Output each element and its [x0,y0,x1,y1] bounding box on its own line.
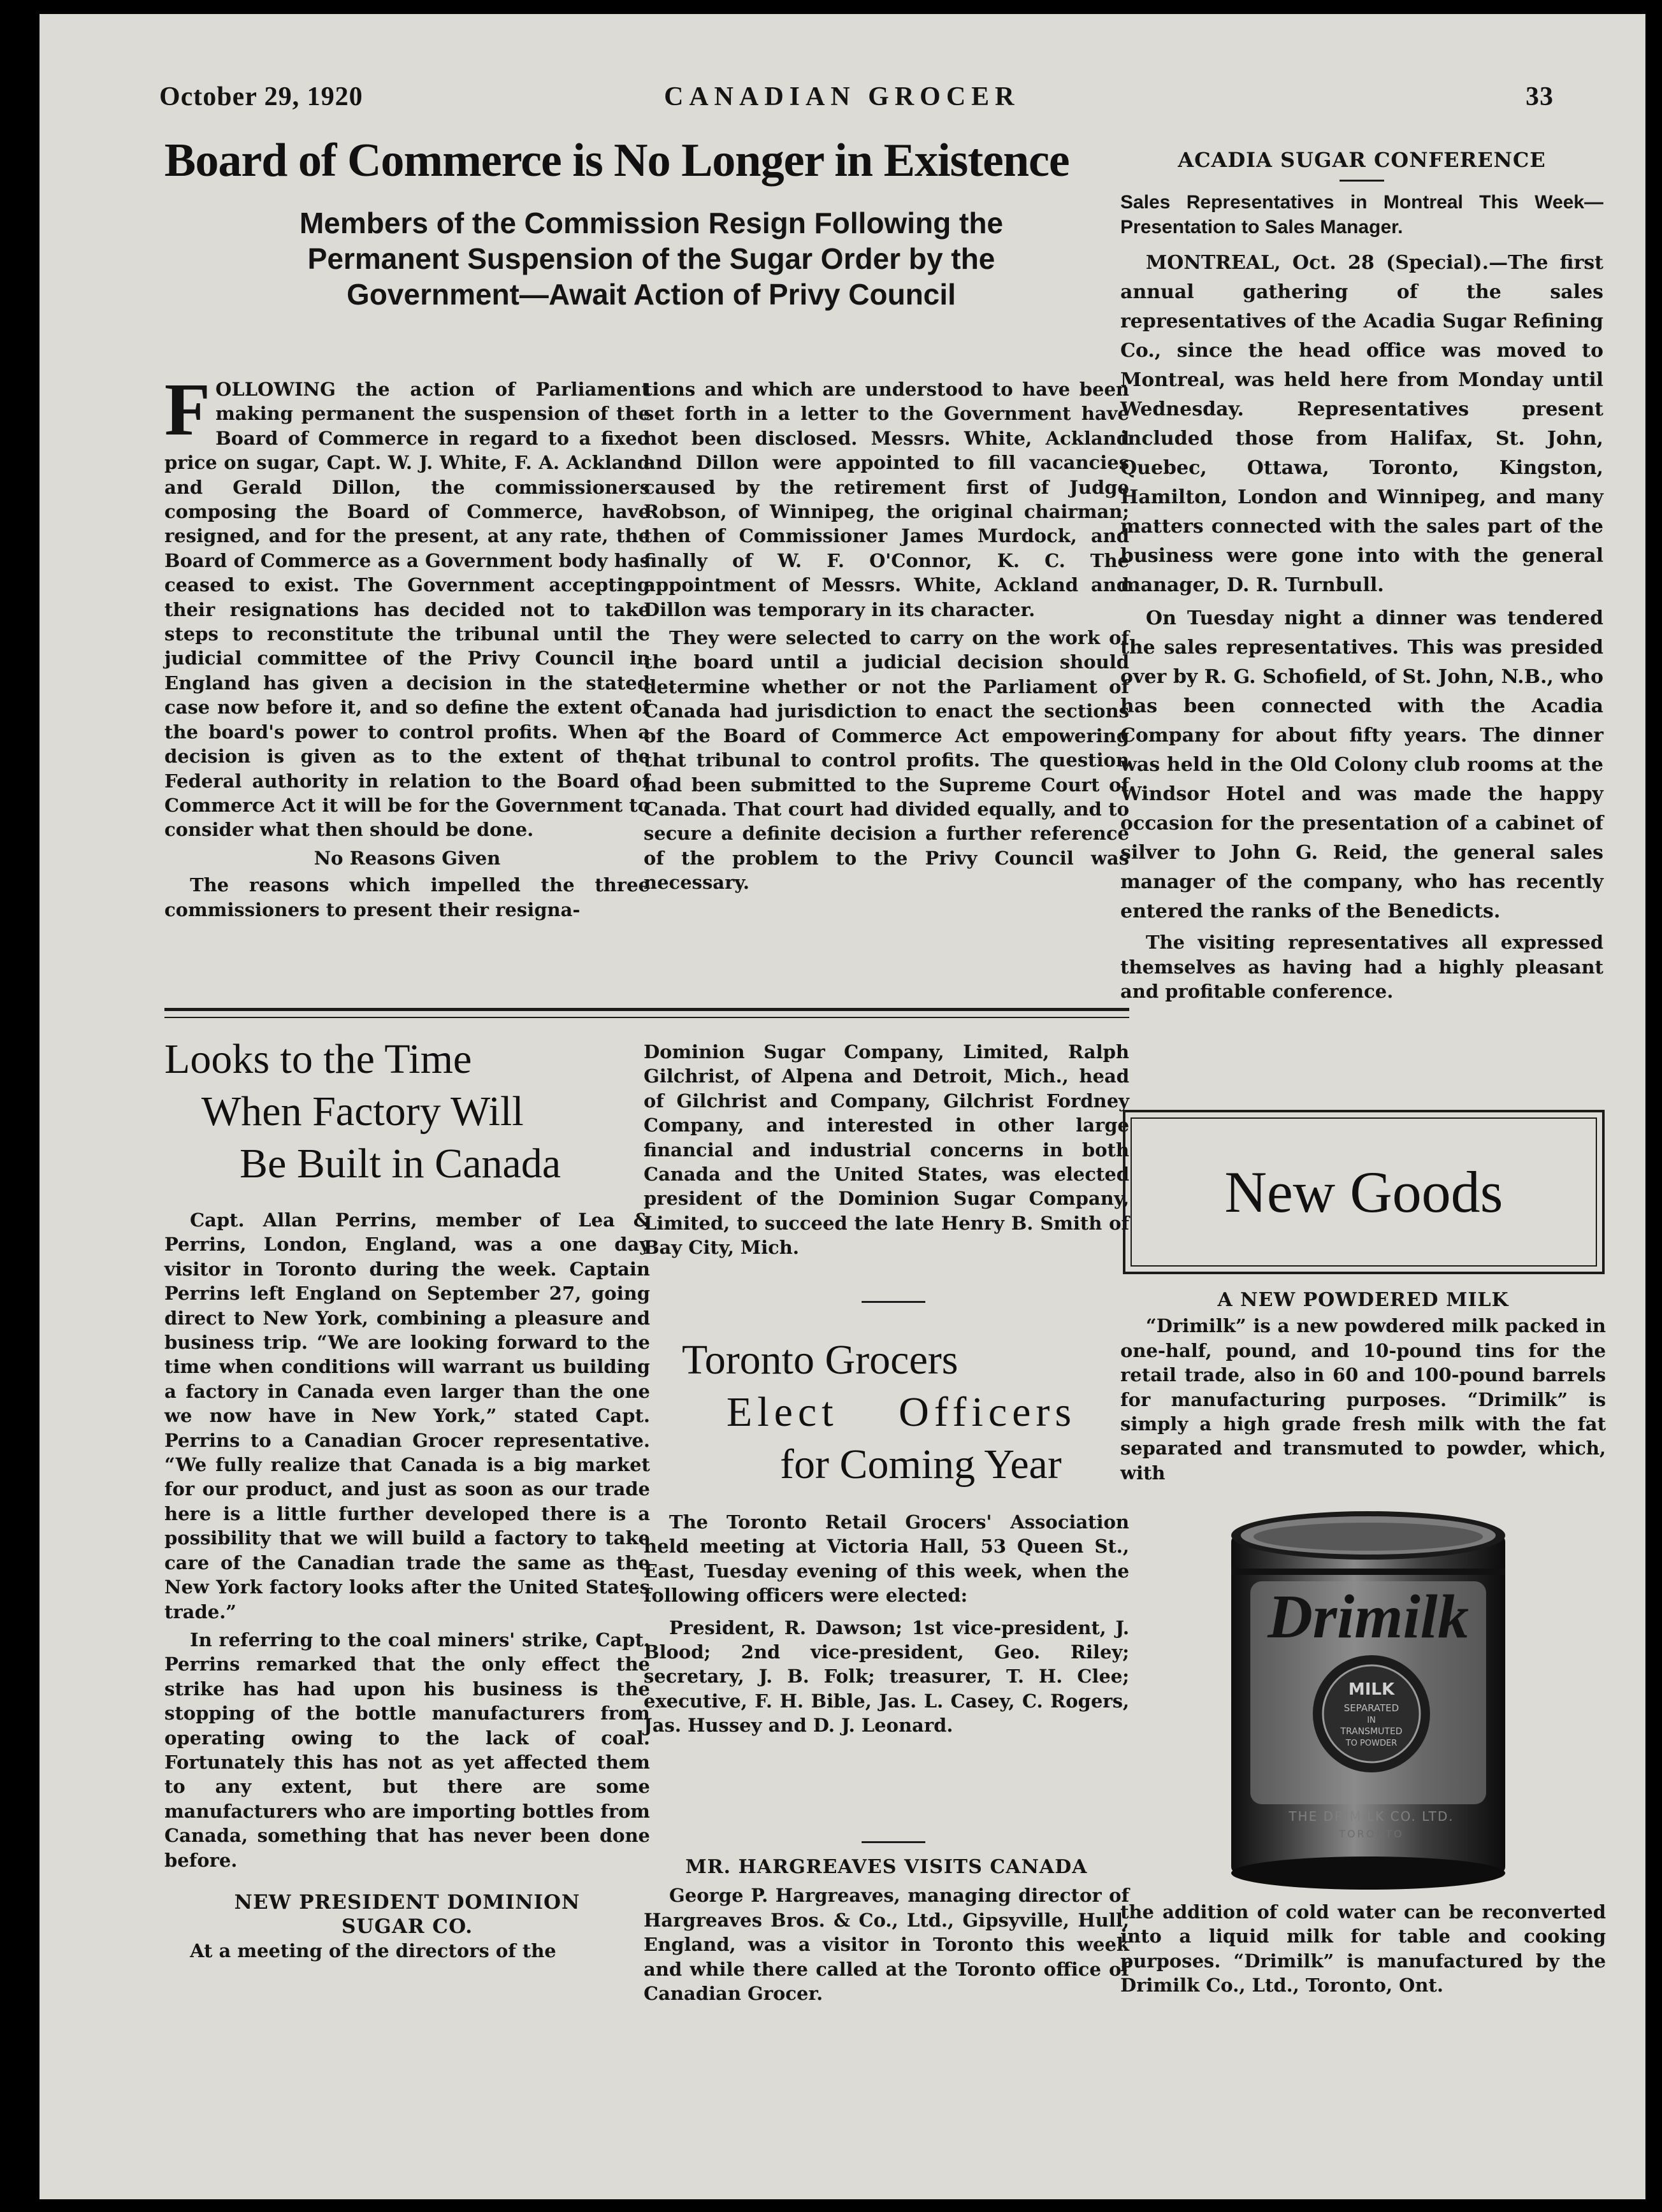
main-headline: Board of Commerce is No Longer in Existence [164,134,1069,187]
powdered-milk-headline: A NEW POWDERED MILK [1217,1289,1509,1311]
main-article-col1 [164,368,650,926]
paragraph: tions and which are understood to have been set forth in a letter to the Government have not been disclosed. Messrs. White, Ackland and Dillon were appointed to fill vacancies caused by the retirement first of Judge Robson, of Winnipeg, the original chairman; then of Commissioner James Murdock, and finally of W. F. O'Connor, K. C. The appointment of Messrs. White, Ackland and Dillon was temporary in its character. [644,378,1129,621]
svg-text:SEPARATED: SEPARATED [1343,1702,1399,1714]
divider [1340,180,1384,182]
grocers-headline: Toronto Grocers Elect Officers for Coming Year [682,1337,1077,1488]
can-label-milk: MILK [1348,1680,1395,1699]
paragraph: George P. Hargreaves, managing director of Hargreaves Bros. & Co., Ltd., Gipsyville, Hull, England, was a visitor in Toronto this week and while there called at the Toronto office of Canadian Grocer. [644,1885,1129,2005]
paragraph: At a meeting of the directors of the [190,1939,556,1962]
main-deck: Members of the Commission Resign Following the Permanent Suspension of the Sugar Order by the Government—Await Action of Privy Council [299,206,1004,311]
paragraph: On Tuesday night a dinner was tendered the sales representatives. This was presided over by R. G. Schofield, of St. John, N.B., who has been connected with the Acadia Company for about fifty years. The dinner was held in the Old Colony club rooms at the Windsor Hotel and was made the happy occasion for the presentation of a cabinet of silver to John G. Reid, the general sales manager of the company, who has recently entered the ranks of the Benedicts. [1120,607,1603,923]
divider [862,1301,925,1303]
paragraph: The reasons which impelled the three commissioners to present their resigna- [164,874,650,921]
subhead-no-reasons: No Reasons Given [314,847,501,869]
drop-cap: F [164,368,211,451]
paragraph: The Toronto Retail Grocers' Association held meeting at Victoria Hall, 53 Queen St., East, Tuesday evening of this week, when the following officers were elected: [644,1511,1129,1607]
factory-headline: Looks to the Time When Factory Will Be Built in Canada [164,1036,561,1187]
can-maker-text: THE DRIMILK CO. LTD. [1289,1809,1454,1824]
hargreaves-article [644,1855,1129,2009]
divider [862,1841,925,1843]
new-goods-box [1123,1110,1605,1274]
page-number: 33 [1526,82,1554,111]
can-brand-text: Drimilk [1268,1583,1469,1651]
publication-name: CANADIAN GROCER [664,82,1020,111]
paragraph: Capt. Allan Perrins, member of Lea & Perrins, London, England, was a one day visitor in Toronto during the week. Captain Perrins left England on September 27, going direct to New York, combining a pleasure and business trip. “We are looking forward to the time when conditions will warrant us building a factory in Canada even larger than the one we now have in New York,” stated Capt. Perrins to a Canadian Grocer representative. “We fully realize that Canada is a big market for our product, and just as soon as our trade here is a little further developed there is a possibility that we will build a factory to take care of the Canadian trade the same as the New York factory looks after the United States trade.” [164,1209,650,1623]
acadia-deck: Sales Representatives in Montreal This Week—Presentation to Sales Manager. [1120,192,1603,238]
section-rule [164,1008,1129,1011]
paragraph: The visiting representatives all expressed themselves as having had a highly pleasant and profitable conference. [1120,931,1603,1003]
page-sheet [40,14,1645,2199]
drimilk-can-image [1218,1510,1518,1892]
svg-text:TRANSMUTED: TRANSMUTED [1340,1727,1403,1737]
paragraph: In referring to the coal miners' strike, Capt. Perrins remarked that the only effect the strike has had upon his business is the stopping of the bottle manufacturers from operating owing to the lack of coal. Fortunately this has not as yet affected them to any extent, but there are some manufacturers who are importing bottles from Canada, something that has never been done before. [164,1628,650,1871]
paragraph: They were selected to carry on the work of the board until a judicial decision should determine whether or not the Parliament of Canada had jurisdiction to enact the sections of the Board of Commerce Act empowering that tribunal to control profits. The question had been submitted to the Supreme Court of Canada. That court had divided equally, and to secure a definite decision a further reference of the problem to the Privy Council was necessary. [644,627,1129,894]
dominion-headline: NEW PRESIDENT DOMINION SUGAR CO. [234,1890,581,1938]
new-goods-title: New Goods [1224,1160,1503,1224]
lead-paragraph: FOLLOWING the action of Parliament making permanent the suspension of the Board of Commerce in regard to a fixed price on sugar, Capt. W. J. White, F. A. Ackland and Gerald Dillon, the commissioners composing the Board of Commerce, have resigned, and for the present, at any rate, the Board of Commerce as a Government body has ceased to exist. The Government accepting their resignations has decided not to take steps to reconstitute the tribunal until the judicial committee of the Privy Council in England has given a decision in the stated case now before it, and so define the extent of the board's power to control profits. When a decision is given as to the extent of the Federal authority in relation to the Board of Commerce Act it will be for the Government to consider what then should be done. [164,368,650,841]
main-article-col2 [644,377,1129,899]
paragraph: MONTREAL, Oct. 28 (Special).—The first annual gathering of the sales representatives of the Acadia Sugar Refining Co., since the head office was moved to Montreal, was held here from Monday until Wednesday. Representatives present included those from Halifax, St. John, Quebec, Ottawa, Toronto, Kingston, Hamilton, London and Winnipeg, and many matters connected with the sales part of the business were gone into with the general manager, D. R. Turnbull. [1120,252,1603,597]
svg-text:TO POWDER: TO POWDER [1345,1739,1398,1748]
svg-text:IN: IN [1367,1716,1376,1725]
grocers-article [644,1510,1129,1742]
factory-article [164,1208,650,1967]
paragraph: President, R. Dawson; 1st vice-president, J. Blood; 2nd vice-president, Geo. Riley; secretary, J. B. Folk; treasurer, T. H. Clee; executive, F. H. Bible, Jas. L. Casey, C. Rogers, Jas. Hussey and D. J. Leonard. [644,1616,1129,1737]
paragraph: the addition of cold water can be reconverted into a liquid milk for table and cooking purposes. “Drimilk” is manufactured by the Drimilk Co., Ltd., Toronto, Ont. [1120,1901,1606,1997]
paragraph: Dominion Sugar Company, Limited, Ralph Gilchrist, of Alpena and Detroit, Mich., head of Gilchrist and Company, Gilchrist Fordney Company, and interested in other large financial and industrial concerns in both Canada and the United States, was elected president of the Dominion Sugar Company, Limited, to succeed the late Henry B. Smith of Bay City, Mich. [644,1041,1129,1259]
hargreaves-headline: MR. HARGREAVES VISITS CANADA [685,1856,1088,1878]
powdered-milk-continued [1120,1900,1606,2002]
section-rule-thin [164,1017,1129,1018]
issue-date: October 29, 1920 [159,82,363,111]
acadia-article [1120,148,1603,1007]
powdered-milk-article [1120,1288,1606,1489]
svg-text:TORONTO: TORONTO [1339,1828,1404,1840]
acadia-headline: ACADIA SUGAR CONFERENCE [1178,148,1546,172]
dominion-continued [644,1040,1129,1264]
paragraph: “Drimilk” is a new powdered milk packed in one-half, pound, and 10-pound tins for the retail trade, also in 60 and 100-pound barrels for manufacturing purposes. “Drimilk” is simply a high grade fresh milk with the fat separated and transmuted to powder, which, with [1120,1315,1606,1484]
